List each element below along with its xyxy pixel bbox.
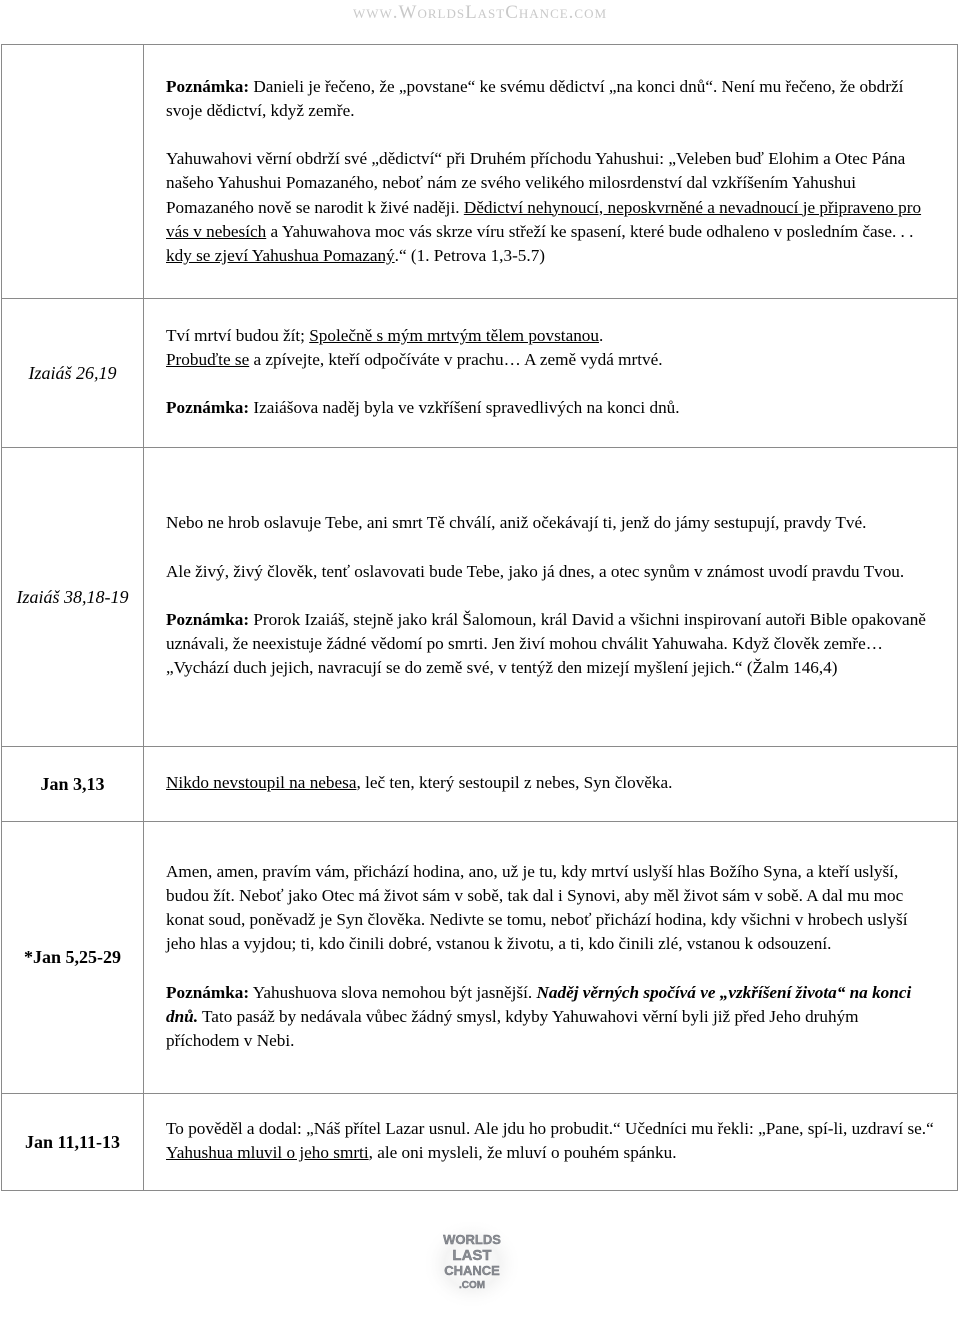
logo-word-1: WORLDS xyxy=(443,1232,501,1247)
note-text: Yahushuova slova nemohou být jasnější. xyxy=(249,982,537,1002)
verse-table xyxy=(1,44,958,1191)
note-text: Prorok Izaiáš, stejně jako král Šalomoun, král David a všichni inspirovaní autoři Bible opakovaně uznávali, že neexistuje žádné vědomí po smrti. Jen živí mohou chválit Yahuwaha. Když člověk zemře… „Vychází duch jejich, navracují se do země své, v tentýž den mizejí myšlení jejich.“ (Žalm 146,4) xyxy=(166,609,926,678)
note-text: Danieli je řečeno, že „povstane“ ke svému dědictví „na konci dnů“. Není mu řečeno, že obdrží svoje dědictví, když zemře. xyxy=(166,76,904,120)
text-cell xyxy=(144,299,958,448)
verse-text: . xyxy=(598,325,604,345)
quote-text: a Yahuwahova moc vás skrze víru střeží ke spasení, které bude odhaleno v posledním čase. . . xyxy=(266,221,914,241)
verse-paragraph: Nebo ne hrob oslavuje Tebe, ani smrt Tě chválí, aniž očekávají ti, jenž do jámy sestupují, pravdy Tvé. xyxy=(166,513,867,533)
note-label: Poznámka: xyxy=(166,76,250,96)
note-paragraph xyxy=(166,396,935,420)
logo-word-3: CHANCE xyxy=(444,1263,500,1278)
table-row xyxy=(2,448,958,747)
text-cell xyxy=(144,822,958,1094)
reference-cell: Izaiáš 26,19 xyxy=(2,299,144,448)
table-row xyxy=(2,1094,958,1191)
reference-cell: Izaiáš 38,18-19 xyxy=(2,448,144,747)
table-row xyxy=(2,299,958,448)
verse-line xyxy=(166,348,935,372)
underlined-text: Společně s mým mrtvým tělem povstanou xyxy=(309,325,599,345)
logo-word-4: .COM xyxy=(458,1280,486,1291)
reference-cell: *Jan 5,25-29 xyxy=(2,822,144,1094)
table-row xyxy=(2,45,958,299)
table-row xyxy=(2,747,958,822)
verse-text: Tví mrtví budou žít; xyxy=(166,325,310,345)
table-row xyxy=(2,822,958,1094)
site-watermark: www.WorldsLastChance.com xyxy=(352,2,608,23)
quote-paragraph xyxy=(166,147,935,268)
text-cell xyxy=(144,747,958,822)
quote-text: Yahuwahovi věrní obdrží své „dědictví“ při Druhém příchodu Yahushui: „Veleben buď Elohim a Otec Pána našeho Yahushui Pomazaného, neboť nám ze svého velikého milosrdenství dal vzkříšením Yahushui Pomazaného nově se narodit k živé naději. xyxy=(166,149,906,217)
note-paragraph xyxy=(166,981,935,1054)
logo-word-2: LAST xyxy=(452,1247,492,1264)
verse-text: To pověděl a dodal: „Náš přítel Lazar usnul. Ale jdu ho probudit.“ Učedníci mu řekli: „Pane, spí-li, uzdraví se.“ xyxy=(166,1118,934,1138)
reference-cell: Jan 3,13 xyxy=(2,747,144,822)
note-label: Poznámka: xyxy=(166,982,250,1002)
underlined-text: Probuďte se xyxy=(166,349,250,369)
note-text: Tato pasáž by nedávala vůbec žádný smysl, kdyby Yahuwahovi věrní byli již před Jeho druhým příchodem v Nebi. xyxy=(166,1006,859,1050)
verse-line xyxy=(166,324,935,348)
reference-cell: Jan 11,11-13 xyxy=(2,1094,144,1191)
verse-paragraph: Amen, amen, pravím vám, přichází hodina, ano, už je tu, kdy mrtví uslyší hlas Božího Syna, a kteří uslyší, budou žít. Neboť jako Otec má život sám v sobě, tak dal i Synovi, aby měl život sám v sobě. A dal mu moc konat soud, poněvadž je Syn člověka. Nedivte se tomu, neboť přichází hodina, kdy všichni v hrobech uslyší jeho hlas a vyjdou; ti, kdo činili dobré, vstanou k životu, a ti, kdo činili zlé, vstanou k odsouzení. xyxy=(166,861,908,954)
verse-paragraph: Ale živý, živý člověk, tenť oslavovati bude Tebe, jako já dnes, a otec synům v známost uvodí pravdu Tvou. xyxy=(166,561,905,581)
underlined-text: kdy se zjeví Yahushua Pomazaný xyxy=(166,246,395,265)
note-paragraph xyxy=(166,608,935,681)
note-label: Poznámka: xyxy=(166,609,250,629)
text-cell xyxy=(144,45,958,299)
verse-text: , leč ten, který sestoupil z nebes, Syn člověka. xyxy=(356,772,673,792)
text-cell xyxy=(144,1094,958,1191)
underlined-text: Dědictví nehynoucí, neposkvrněné a nevadnoucí je připraveno pro vás v nebesích xyxy=(166,197,922,241)
verse-paragraph xyxy=(166,1117,935,1165)
underlined-text: Yahushua mluvil o jeho smrti xyxy=(166,1143,369,1162)
note-label: Poznámka: xyxy=(166,398,250,418)
text-cell xyxy=(144,448,958,747)
note-paragraph xyxy=(166,75,935,123)
verse-text: , ale oni mysleli, že mluví o pouhém spánku. xyxy=(368,1143,677,1162)
underlined-text: Nikdo nevstoupil na nebesa xyxy=(166,772,357,792)
note-text: Izaiášova naděj byla ve vzkříšení spravedlivých na konci dnů. xyxy=(249,398,680,418)
verse-text: a zpívejte, kteří odpočíváte v prachu… A země vydá mrtvé. xyxy=(249,349,663,369)
citation-text: .“ (1. Petrova 1,3-5.7) xyxy=(394,246,546,265)
reference-cell xyxy=(2,45,144,299)
worlds-last-chance-logo xyxy=(426,1222,518,1306)
emphasis-text: Naděj věrných spočívá ve „vzkříšení života“ na konci dnů. xyxy=(166,982,912,1026)
verse-line xyxy=(166,771,935,795)
